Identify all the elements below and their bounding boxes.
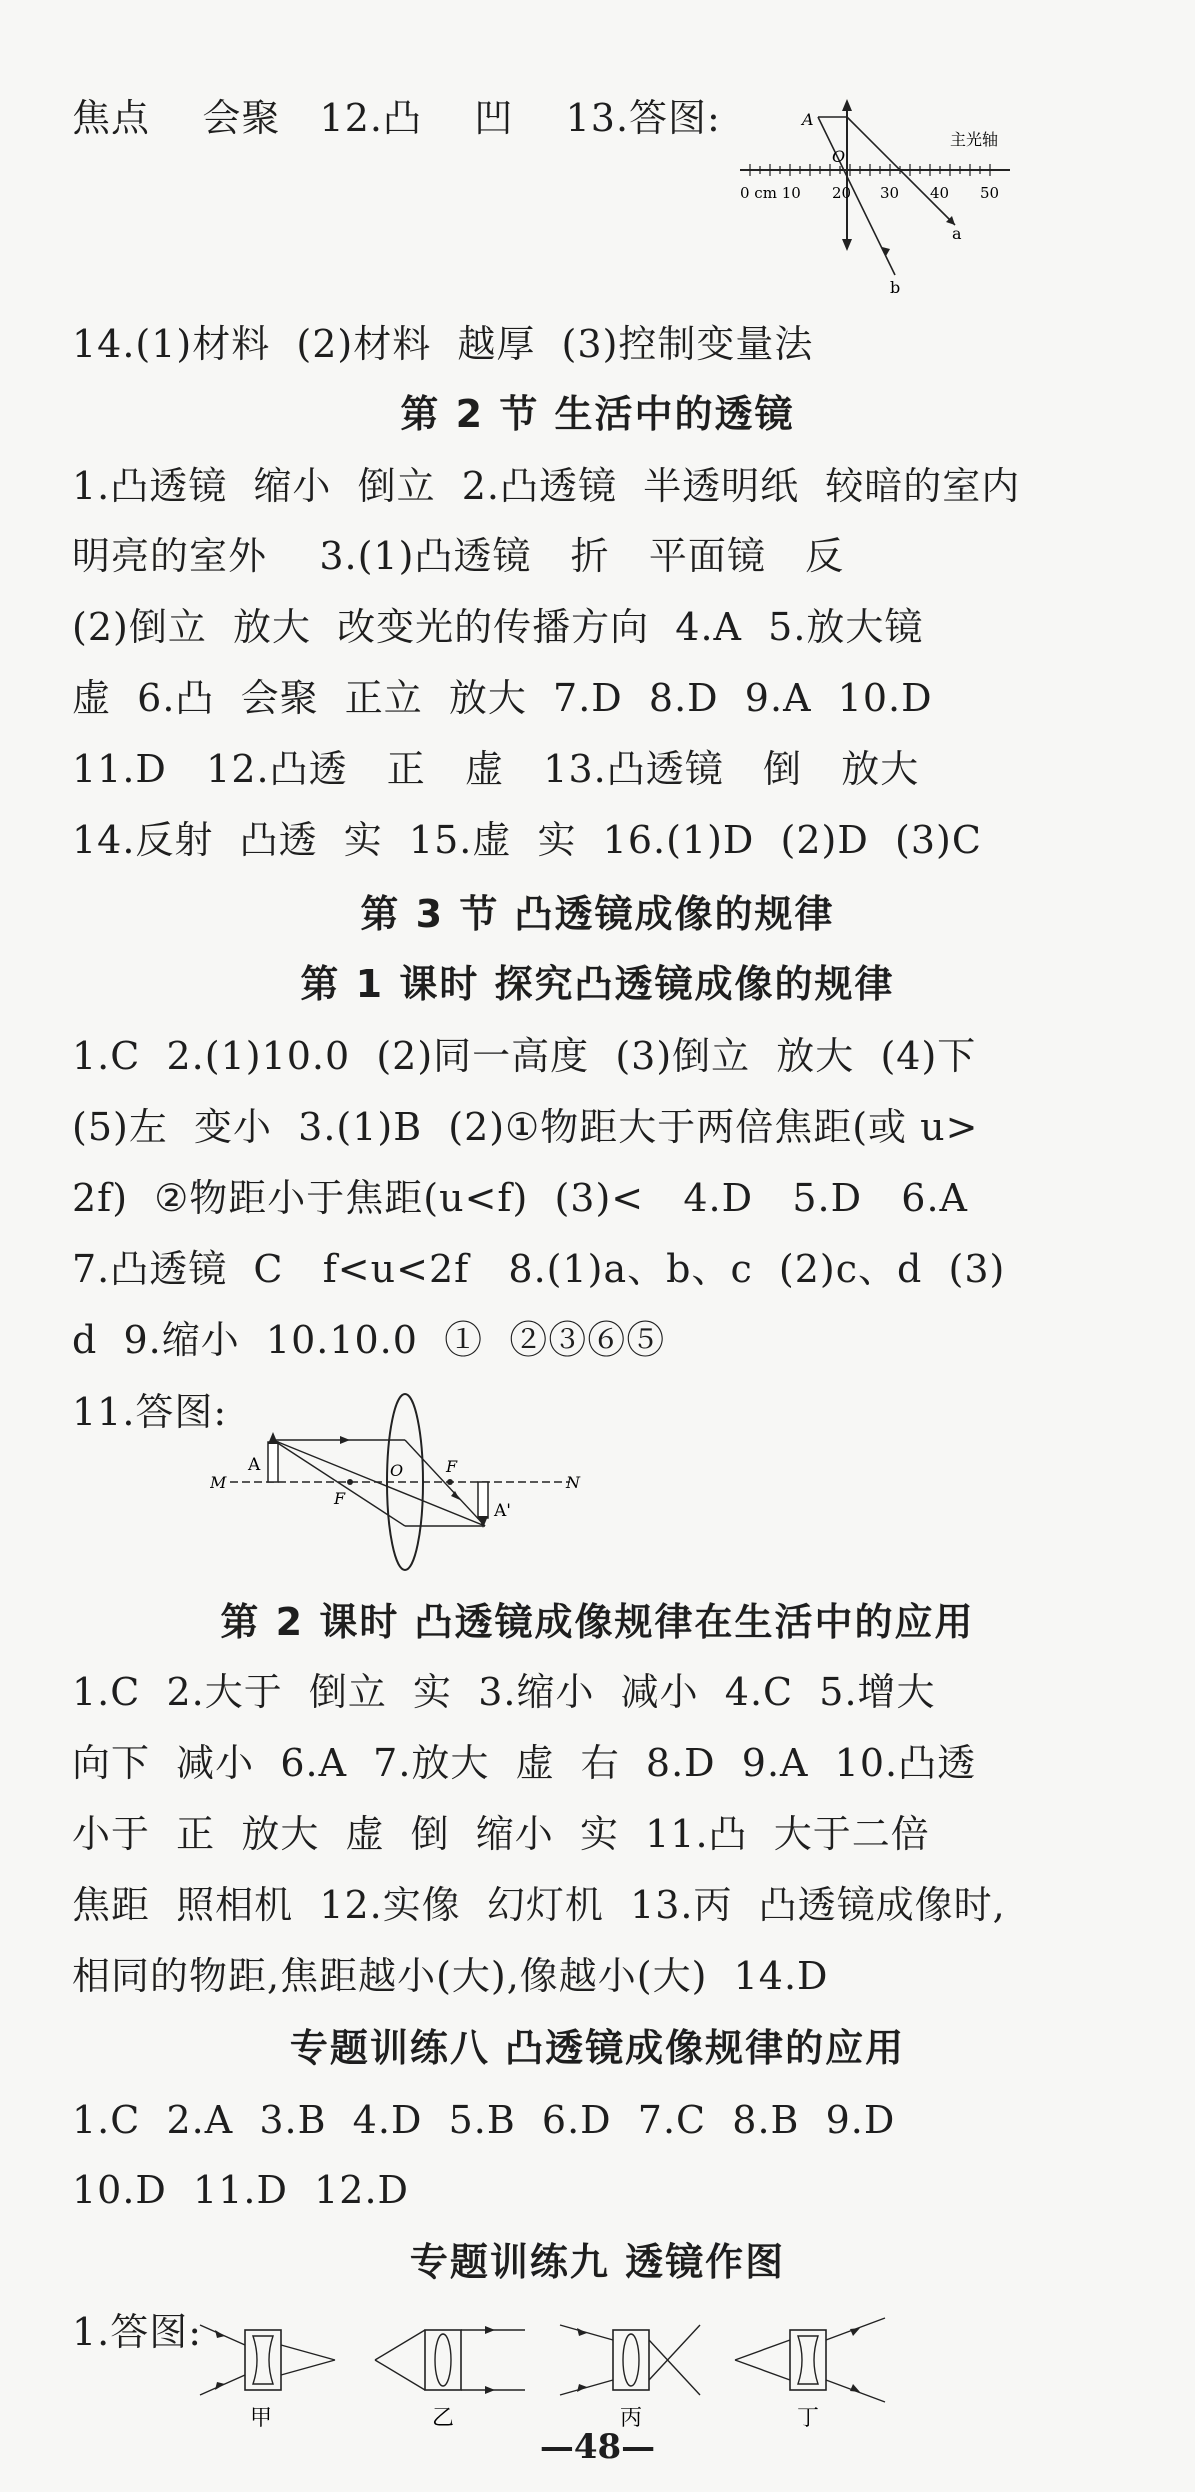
figure-13-ray-diagram xyxy=(740,95,1020,305)
answer-line: 向下 减小 6.A 7.放大 虚 右 8.D 9.A 10.凸透 xyxy=(72,1741,977,1785)
answer-line: 焦距 照相机 12.实像 幻灯机 13.丙 凸透镜成像时, xyxy=(72,1883,1006,1927)
label-A: A xyxy=(248,1455,261,1475)
section-heading: 第 3 节 凸透镜成像的规律 xyxy=(360,892,835,936)
label-O: O xyxy=(832,147,846,166)
section-heading: 第 2 节 生活中的透镜 xyxy=(400,392,795,436)
label-M: M xyxy=(210,1473,227,1492)
lens-diagram-yi xyxy=(375,2326,525,2394)
label-A: A xyxy=(802,110,814,129)
label-N: N xyxy=(566,1473,580,1492)
answer-line: 小于 正 放大 虚 倒 缩小 实 11.凸 大于二倍 xyxy=(72,1812,930,1856)
diagram-label: 甲 xyxy=(250,2406,273,2430)
answer-line: (5)左 变小 3.(1)B (2)①物距大于两倍焦距(或 u> xyxy=(72,1105,979,1149)
answer-line: 明亮的室外 3.(1)凸透镜 折 平面镜 反 xyxy=(72,534,845,578)
tick-label: 0 cm 10 xyxy=(740,184,801,202)
tick-label: 40 xyxy=(930,184,950,202)
label-F: F xyxy=(334,1489,346,1508)
answer-line: 2f) ②物距小于焦距(u<f) (3)< 4.D 5.D 6.A xyxy=(72,1176,969,1220)
section-heading: 专题训练九 透镜作图 xyxy=(409,2240,786,2284)
answer-line: 14.反射 凸透 实 15.虚 实 16.(1)D (2)D (3)C xyxy=(72,818,982,862)
diagram-label: 乙 xyxy=(432,2406,455,2430)
ray-label-a: a xyxy=(952,224,962,243)
answer-line: 10.D 11.D 12.D xyxy=(72,2168,410,2212)
answer-line: 焦点 会聚 12.凸 凹 13.答图: xyxy=(72,96,721,140)
label-O: O xyxy=(390,1461,404,1480)
answer-line: 11.答图: xyxy=(72,1390,228,1434)
section-heading: 专题训练八 凸透镜成像规律的应用 xyxy=(289,2026,906,2070)
figure-1-lens-diagrams xyxy=(195,2300,895,2430)
axis-label: 主光轴 xyxy=(950,130,999,149)
answer-line: 虚 6.凸 会聚 正立 放大 7.D 8.D 9.A 10.D xyxy=(72,676,933,720)
diagram-label: 丙 xyxy=(620,2406,643,2430)
answer-line: 1.答图: xyxy=(72,2310,203,2354)
page-number: —48— xyxy=(539,2427,656,2467)
tick-label: 30 xyxy=(880,184,900,202)
lesson-heading: 第 1 课时 探究凸透镜成像的规律 xyxy=(300,962,895,1006)
answer-line: 1.C 2.A 3.B 4.D 5.B 6.D 7.C 8.B 9.D xyxy=(72,2098,896,2142)
lens-diagram-jia xyxy=(200,2325,335,2395)
figure-11-convex-lens-diagram xyxy=(210,1392,590,1592)
answer-line: 1.C 2.大于 倒立 实 3.缩小 减小 4.C 5.增大 xyxy=(72,1670,936,1714)
answer-line: d 9.缩小 10.10.0 ① ②③⑥⑤ xyxy=(72,1318,666,1362)
answer-line: 1.凸透镜 缩小 倒立 2.凸透镜 半透明纸 较暗的室内 xyxy=(72,464,1021,508)
lens-diagram-ding xyxy=(735,2318,885,2402)
answer-line: (2)倒立 放大 改变光的传播方向 4.A 5.放大镜 xyxy=(72,605,924,649)
answer-line: 14.(1)材料 (2)材料 越厚 (3)控制变量法 xyxy=(72,322,814,366)
diagram-label: 丁 xyxy=(797,2406,820,2430)
answer-line: 11.D 12.凸透 正 虚 13.凸透镜 倒 放大 xyxy=(72,747,920,791)
tick-label: 50 xyxy=(980,184,1000,202)
ray-label-b: b xyxy=(890,278,901,297)
answer-line: 1.C 2.(1)10.0 (2)同一高度 (3)倒立 放大 (4)下 xyxy=(72,1034,977,1078)
lens-diagram-bing xyxy=(560,2325,700,2395)
answer-line: 7.凸透镜 C f<u<2f 8.(1)a、b、c (2)c、d (3) xyxy=(72,1247,1006,1291)
label-F: F xyxy=(446,1457,458,1476)
lesson-heading: 第 2 课时 凸透镜成像规律在生活中的应用 xyxy=(220,1600,975,1644)
tick-label: 20 xyxy=(832,184,852,202)
answer-line: 相同的物距,焦距越小(大),像越小(大) 14.D xyxy=(72,1954,829,1998)
label-A-prime: A' xyxy=(494,1501,511,1521)
